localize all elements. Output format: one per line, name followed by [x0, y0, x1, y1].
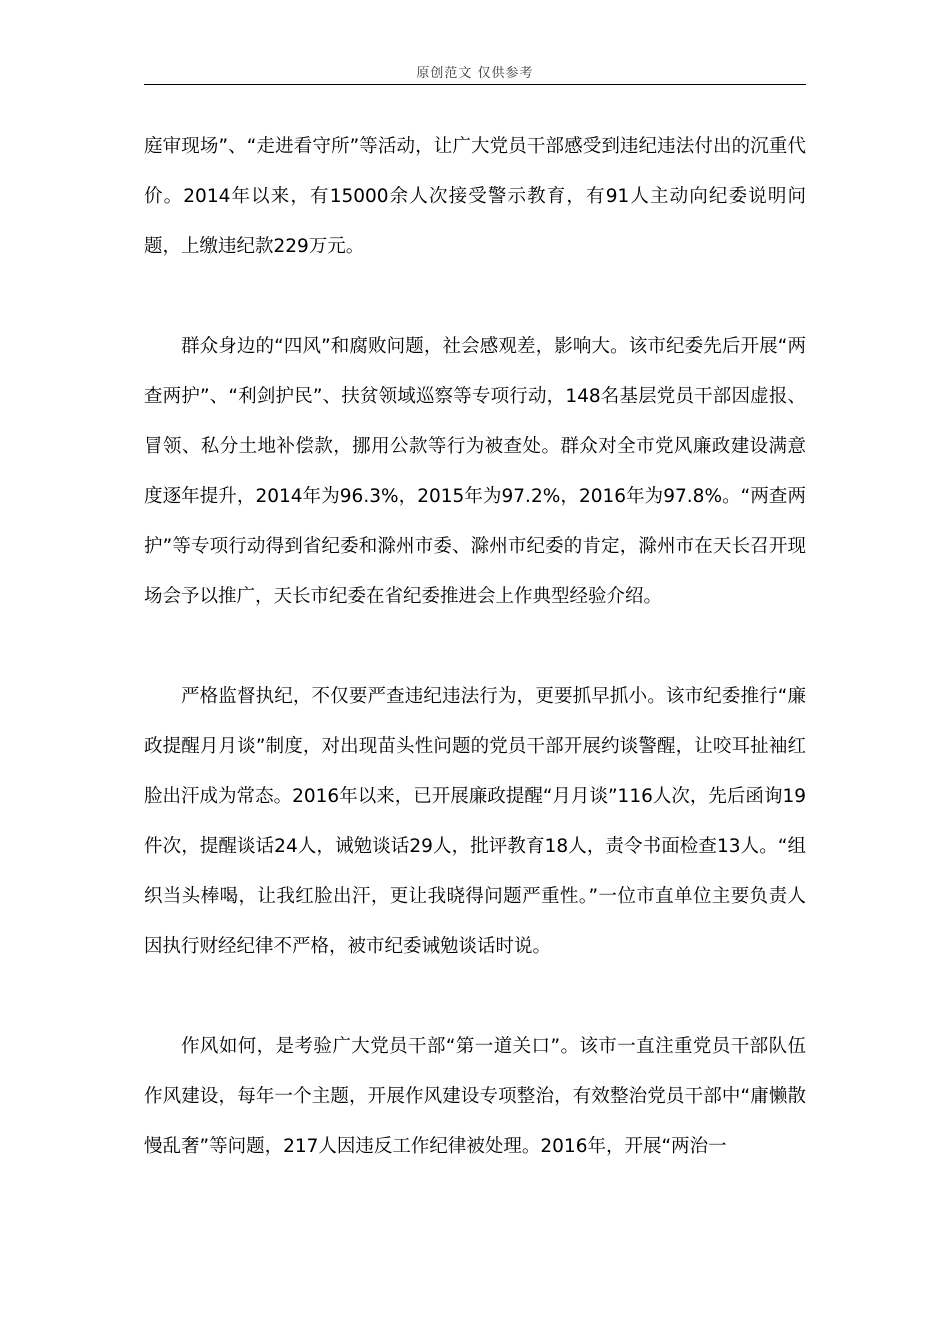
paragraph-3: 严格监督执纪，不仅要严查违纪违法行为，更要抓早抓小。该市纪委推行“廉政提醒月月谈”制度，对出现苗头性问题的党员干部开展约谈警醒，让咬耳扯袖红脸出汗成为常态。2016年以来，已开展廉政提醒“月月谈”116人次，先后函询19件次，提醒谈话24人，诫勉谈话29人，批评教育18人，责令书面检查13人。“组织当头棒喝，让我红脸出汗，更让我晓得问题严重性。”一位市直单位主要负责人因执行财经纪律不严格，被市纪委诫勉谈话时说。	[144, 686, 806, 957]
paragraph-1: 庭审现场”、“走进看守所”等活动，让广大党员干部感受到违纪违法付出的沉重代价。2014年以来，有15000余人次接受警示教育，有91人主动向纪委说明问题，上缴违纪款229万元。	[144, 136, 806, 257]
header-text: 原创范文 仅供参考	[416, 66, 534, 81]
paragraph-2: 群众身边的“四风”和腐败问题，社会感观差，影响大。该市纪委先后开展“两查两护”、“利剑护民”、扶贫领域巡察等专项行动，148名基层党员干部因虚报、冒领、私分土地补偿款，挪用公款等行为被查处。群众对全市党风廉政建设满意度逐年提升，2014年为96.3%，2015年为97.2%，2016年为97.8%。“两查两护”等专项行动得到省纪委和滁州市委、滁州市纪委的肯定，滁州市在天长召开现场会予以推广，天长市纪委在省纪委推进会上作典型经验介绍。	[144, 336, 806, 607]
paragraph-4: 作风如何，是考验广大党员干部“第一道关口”。该市一直注重党员干部队伍作风建设，每年一个主题，开展作风建设专项整治，有效整治党员干部中“庸懒散慢乱奢”等问题，217人因违反工作纪律被处理。2016年，开展“两治一	[144, 1036, 806, 1157]
document-body	[144, 122, 806, 1222]
page-header	[144, 62, 806, 85]
